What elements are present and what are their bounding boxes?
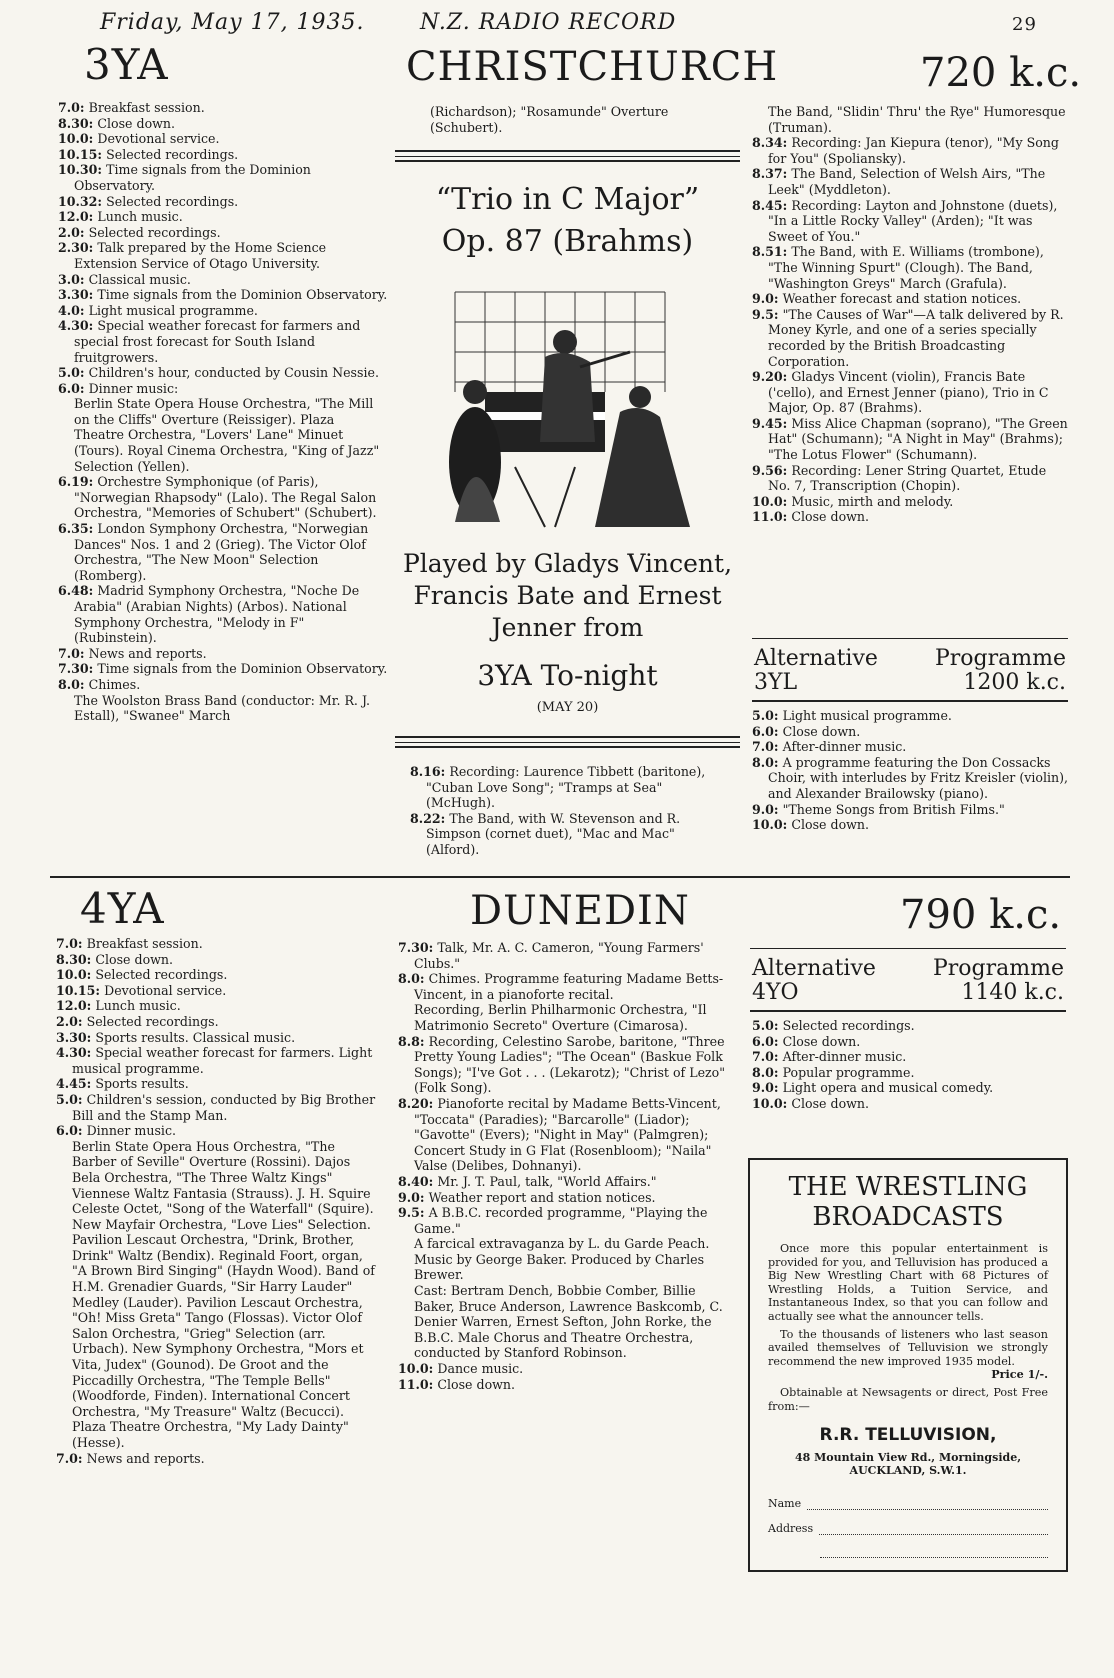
programme-text: Cast: Bertram Dench, Bobbie Comber, Billie Baker, Bruce Anderson, Lawrence Baskcomb, C. Denier Warren, Ernest Sefton, John Rorke, the B.B.C. Male Chorus and Theatre Orchestra, conducted by Stanford Robinson. [414, 1283, 723, 1361]
programme-item [752, 166, 1072, 197]
alt-station-4yo: 4YO [752, 980, 799, 1005]
column-3ya-3 [752, 104, 1072, 525]
programme-text: Orchestre Symphonique (of Paris), "Norwegian Rhapsody" (Lalo). The Regal Salon Orchestra, "Memories of Schubert" (Schubert). [74, 474, 377, 521]
programme-time: 10.0: [58, 131, 94, 147]
programme-time: 4.30: [58, 318, 94, 334]
programme-time: 4.0: [58, 302, 85, 318]
programme-text: Chimes. [88, 676, 141, 692]
alt-label: Alternative [754, 646, 878, 671]
programme-item [752, 104, 1072, 135]
programme-time: 8.37: [752, 166, 788, 182]
ad-name-field[interactable] [807, 1497, 1048, 1510]
ad-name-label: Name [768, 1497, 802, 1511]
programme-item [56, 1123, 376, 1139]
programme-text: Berlin State Opera House Orchestra, "The Mill on the Cliffs" Overture (Reissiger). Plaza Theatre Orchestra, "Lovers' Lane" Minuet (Tours). Royal Cinema Orchestra, "King of Jazz" Selection (Yellen). [74, 396, 380, 474]
programme-text: A programme featuring the Don Cossacks Choir, with interludes by Fritz Kreisler (violin), and Alexander Brailowsky (piano). [768, 754, 1069, 801]
programme-item [58, 116, 388, 132]
programme-item [58, 272, 388, 288]
programme-text: Mr. J. T. Paul, talk, "World Affairs." [437, 1173, 657, 1189]
ad-address-field[interactable] [819, 1522, 1048, 1535]
programme-time: 7.0: [56, 1450, 83, 1466]
programme-time: 9.0: [752, 291, 779, 307]
programme-text: The Woolston Brass Band (conductor: Mr. R. J. Estall), "Swanee" March [74, 692, 371, 724]
ad-name-row [768, 1497, 1048, 1510]
programme-text: Selected recordings. [782, 1018, 915, 1033]
programme-text: Light musical programme. [88, 302, 258, 318]
programme-text: Dinner music: [88, 380, 179, 396]
programme-text: Berlin State Opera Hous Orchestra, "The Barber of Seville" Overture (Rossini). Dajos Bela Orchestra, "The Three Waltz Kings" Viennese Waltz Fantasia (Strauss). J. H. Squire Celeste Octet, "Song of the Waterfall" (Squire). New Mayfair Orchestra, "Love Lies" Selection. Pavilion Lescaut Orchestra, "Drink, Brother, Drink" Waltz (Bendix). Reginald Foort, organ, "A Brown Bird Singing" (Haydn Wood). Band of H.M. Grenadier Guards, "Sir Harry Lauder" Medley (Lauder). Pavilion Lescaut Orchestra, "Oh! Miss Greta" Tango (Flossas). Victor Olof Salon Orchestra, "Grieg" Selection (arr. Urbach). New Symphony Orchestra, "Mors et Vita, Judex" (Gounod). De Groot and the Piccadilly Orchestra, "The Temple Bells" (Woodforde, Finden). International Concert Orchestra, "My Treasure" Waltz (Becucci). Plaza Theatre Orchestra, "My Lady Dainty" (Hesse). [72, 1138, 375, 1450]
programme-time: 2.0: [56, 1013, 83, 1029]
programme-item [398, 1236, 728, 1283]
programme-time: 8.0: [398, 971, 425, 987]
programme-text: Close down. [791, 1095, 870, 1111]
programme-time: 5.0: [752, 1018, 779, 1033]
programme-text: "Theme Songs from British Films." [782, 801, 1005, 817]
programme-text: Light opera and musical comedy. [782, 1080, 994, 1096]
programme-item [58, 646, 388, 662]
ad-paragraph-2: To the thousands of listeners who last season availed themselves of Telluvision we strongly recommend the new improved 1935 model. [768, 1327, 1048, 1368]
freq-4ya: 790 k.c. [900, 892, 1062, 938]
programme-text: Close down. [791, 817, 870, 833]
freq-3ya: 720 k.c. [920, 50, 1082, 96]
programme-item [58, 303, 388, 319]
station-3ya: 3YA [84, 40, 169, 89]
programme-item [398, 940, 728, 971]
programme-text: The Band, Selection of Welsh Airs, "The Leek" (Myddleton). [768, 166, 1046, 197]
programme-item [56, 1030, 376, 1046]
programme-time: 8.0: [752, 1064, 779, 1080]
programme-item [410, 811, 730, 858]
publication-title: N.Z. RADIO RECORD [420, 10, 677, 35]
programme-time: 7.0: [58, 100, 85, 115]
programme-time: 8.0: [58, 676, 85, 692]
programme-text: The Band, "Slidin' Thru' the Rye" Humoresque (Truman). [768, 104, 1066, 135]
programme-item [398, 1377, 728, 1393]
programme-text: Close down. [782, 1033, 861, 1049]
programme-time: 8.30: [58, 115, 94, 131]
programme-time: 3.30: [58, 287, 94, 303]
programme-text: News and reports. [86, 1450, 205, 1466]
column-4ya-2 [398, 940, 728, 1392]
programme-text: Recording, Celestino Sarobe, baritone, "Three Pretty Young Ladies"; "The Ocean" (Baskue Folk Songs); "I've Got . . . (Lekarotz); "Christ of Lezo" (Folk Song). [414, 1033, 726, 1096]
programme-item [56, 998, 376, 1014]
programme-time: 10.0: [752, 1095, 788, 1111]
programme-text: The Band, with E. Williams (trombone), "The Winning Spurt" (Clough). The Band, "Washington Greys" March (Grafula). [768, 244, 1044, 291]
programme-time: 8.8: [398, 1033, 425, 1049]
programme-item [56, 967, 376, 983]
programme-item [752, 291, 1072, 307]
programme-time: 9.20: [752, 369, 788, 385]
programme-time: 8.40: [398, 1173, 434, 1189]
programme-text: After-dinner music. [782, 1049, 907, 1065]
programme-item [752, 1096, 1072, 1112]
programme-text: Breakfast session. [86, 936, 203, 951]
programme-time: 8.30: [56, 951, 92, 967]
programme-text: Selected recordings. [86, 1013, 219, 1029]
programme-time: 3.30: [56, 1029, 92, 1045]
programme-time: 6.0: [56, 1123, 83, 1139]
programme-text: Close down. [791, 509, 870, 525]
programme-time: 7.30: [58, 661, 94, 677]
programme-time: 5.0: [58, 365, 85, 381]
programme-time: 9.56: [752, 462, 788, 478]
programme-item [752, 463, 1072, 494]
programme-text: Children's hour, conducted by Cousin Nessie. [88, 365, 379, 381]
programme-time: 8.16: [410, 764, 446, 779]
programme-text: Time signals from the Dominion Observatory. [74, 162, 311, 193]
trio-illustration [425, 272, 710, 542]
programme-time: 7.0: [752, 739, 779, 755]
text-continuation: (Richardson); "Rosamunde" Overture (Schubert). [430, 104, 669, 135]
programme-item [58, 381, 388, 397]
programme-item [752, 369, 1072, 416]
programme-time: 10.32: [58, 193, 103, 209]
programme-text: Selected recordings. [95, 967, 228, 983]
column-4ya-1 [56, 936, 376, 1466]
programme-text: Recording: Laurence Tibbett (baritone), "Cuban Love Song"; "Tramps at Sea" (McHugh). [426, 764, 706, 811]
programme-time: 5.0: [56, 1091, 83, 1107]
programme-text: Miss Alice Chapman (soprano), "The Green Hat" (Schumann); "A Night in May" (Brahms); "The Lotus Flower" (Schumann). [768, 415, 1068, 463]
programme-time: 10.30: [58, 162, 103, 178]
programme-item [56, 1451, 376, 1467]
programme-item [752, 244, 1072, 291]
programme-text: Selected recordings. [106, 193, 239, 209]
programme-text: Weather report and station notices. [428, 1189, 656, 1205]
ad-address-label: Address [768, 1522, 814, 1536]
alt-header-4yo [752, 958, 1064, 980]
programme-text: A B.B.C. recorded programme, "Playing the Game." [414, 1205, 708, 1236]
programme-item [752, 135, 1072, 166]
ad-title-1: THE WRESTLING [788, 1172, 1028, 1202]
programme-time: 9.0: [752, 801, 779, 817]
programme-item [58, 661, 388, 677]
programme-time: 10.15: [56, 982, 101, 998]
programme-item [752, 817, 1072, 833]
programme-text: Time signals from the Dominion Observatory. [97, 661, 388, 677]
programme-text: Recording: Lener String Quartet, Etude No. 7, Transcription (Chopin). [768, 462, 1047, 494]
programme-item [58, 318, 388, 365]
programme-time: 6.0: [752, 1033, 779, 1049]
programme-item [58, 194, 388, 210]
programme-time: 7.30: [398, 940, 434, 955]
programme-text: Music, mirth and melody. [791, 493, 954, 509]
alt-header-3yl [754, 648, 1066, 670]
programme-item [58, 583, 388, 645]
programme-item [58, 396, 388, 474]
programme-text: Special weather forecast for farmers. Light musical programme. [72, 1045, 373, 1076]
column-4yo [752, 1018, 1072, 1112]
ad-address-row [768, 1522, 1048, 1535]
programme-item [752, 1049, 1072, 1065]
programme-text: "The Causes of War"—A talk delivered by R. Money Kyrle, and one of a series specially recorded by the British Broadcasting Corporation. [768, 306, 1064, 369]
ad-company: R.R. TELLUVISION, [819, 1425, 997, 1446]
programme-text: Recording: Layton and Johnstone (duets), "In a Little Rocky Valley" (Arden); "It was Sweet of You." [768, 197, 1058, 244]
header-date: Friday, May 17, 1935. [100, 10, 365, 35]
column-3ya-2-top [414, 104, 730, 135]
programme-item [398, 1174, 728, 1190]
programme-text: Close down. [95, 951, 174, 967]
programme-item [752, 509, 1072, 525]
programme-item [58, 693, 388, 724]
feature-title-1: “Trio in C Major” [435, 182, 700, 217]
city-christchurch: CHRISTCHURCH [406, 44, 779, 90]
programme-time: 10.0: [752, 493, 788, 509]
programme-time: 6.19: [58, 474, 94, 490]
programme-time: 8.34: [752, 135, 788, 151]
programme-text: Recording, Berlin Philharmonic Orchestra, "Il Matrimonio Secreto" Overture (Cimarosa). [414, 1002, 707, 1033]
programme-item [752, 724, 1072, 740]
ad-city: AUCKLAND, S.W.1. [849, 1464, 967, 1478]
programme-item [58, 677, 388, 693]
column-3yl [752, 708, 1072, 833]
programme-time: 12.0: [58, 209, 94, 225]
alt-sub-4yo [752, 982, 1064, 1004]
programme-text: Close down. [97, 115, 176, 131]
programme-text: Madrid Symphony Orchestra, "Noche De Arabia" (Arabian Nights) (Arbos). National Symphony Orchestra, "Melody in F" (Rubinstein). [74, 583, 360, 646]
programme-text: After-dinner music. [782, 739, 907, 755]
programme-text: Sports results. [95, 1076, 189, 1092]
programme-item [58, 521, 388, 583]
programme-item [752, 1080, 1072, 1096]
programme-time: 2.0: [58, 224, 85, 240]
programme-item [752, 1034, 1072, 1050]
programme-text: Light musical programme. [782, 708, 952, 723]
programme-item [58, 147, 388, 163]
station-4ya: 4YA [80, 884, 165, 933]
alt-programme-label: Programme [932, 956, 1064, 981]
programme-time: 11.0: [398, 1376, 434, 1392]
programme-item [58, 100, 388, 116]
programme-item [398, 1002, 728, 1033]
programme-time: 3.0: [58, 271, 85, 287]
programme-text: Selected recordings. [106, 146, 239, 162]
programme-time: 2.30: [58, 240, 94, 256]
programme-time: 6.0: [752, 723, 779, 739]
city-dunedin: DUNEDIN [470, 888, 690, 934]
programme-text: Weather forecast and station notices. [782, 291, 1022, 307]
alt-freq-4yo: 1140 k.c. [961, 980, 1064, 1005]
programme-item [58, 162, 388, 193]
feature-caption: Played by Gladys Vincent, Francis Bate and Ernest Jenner from [402, 549, 733, 642]
programme-item [56, 952, 376, 968]
programme-item [58, 287, 388, 303]
programme-text: The Band, with W. Stevenson and R. Simpson (cornet duet), "Mac and Mac" (Alford). [426, 810, 681, 857]
programme-text: News and reports. [88, 645, 207, 661]
programme-time: 6.35: [58, 521, 94, 537]
programme-item [398, 1034, 728, 1096]
programme-item [752, 494, 1072, 510]
feature-date: (MAY 20) [536, 700, 599, 715]
programme-text: Dinner music. [86, 1123, 177, 1139]
programme-item [752, 1018, 1072, 1034]
programme-text: A farcical extravaganza by L. du Garde Peach. Music by George Baker. Produced by Charles Brewer. [414, 1236, 710, 1283]
programme-item [398, 1361, 728, 1377]
ad-paragraph-1: Once more this popular entertainment is provided for you, and Telluvision has produced a Big New Wrestling Chart with 68 Pictures of Wrestling Holds, a Tuition Service, and Instantaneous Index, so that you can follow and actually see what the announcer tells. [768, 1242, 1048, 1323]
programme-time: 4.30: [56, 1045, 92, 1061]
ad-title-2: BROADCASTS [812, 1202, 1004, 1232]
section-divider [50, 876, 1070, 878]
wrestling-advertisement [748, 1158, 1068, 1572]
ad-address-field-2[interactable] [820, 1547, 1048, 1558]
programme-time: 7.0: [752, 1049, 779, 1065]
programme-time: 9.0: [398, 1189, 425, 1205]
programme-text: Lunch music. [97, 209, 183, 225]
programme-item [58, 365, 388, 381]
programme-time: 8.20: [398, 1095, 434, 1111]
programme-item [56, 1045, 376, 1076]
programme-text: Sports results. Classical music. [95, 1029, 296, 1045]
alt-sub-3yl [754, 672, 1066, 694]
programme-time: 9.0: [752, 1080, 779, 1096]
programme-time: 12.0: [56, 998, 92, 1014]
programme-time: 10.15: [58, 146, 103, 162]
ad-paragraph-3: Obtainable at Newsagents or direct, Post Free from:— [768, 1385, 1048, 1413]
programme-item [56, 983, 376, 999]
programme-text: Devotional service. [104, 982, 227, 998]
programme-item [56, 1076, 376, 1092]
programme-text: Classical music. [88, 271, 191, 287]
programme-item [398, 1190, 728, 1206]
programme-time: 4.45: [56, 1076, 92, 1092]
programme-time: 10.0: [752, 817, 788, 833]
programme-time: 9.5: [398, 1205, 425, 1221]
ad-address: 48 Mountain View Rd., Morningside, [794, 1451, 1022, 1465]
feature-title-2: Op. 87 (Brahms) [441, 224, 694, 259]
programme-text: London Symphony Orchestra, "Norwegian Dances" Nos. 1 and 2 (Grieg). The Victor Olof Orchestra, "The New Moon" Selection (Romberg). [74, 521, 369, 583]
programme-text: Special weather forecast for farmers and special frost forecast for South Island fruitgrowers. [74, 318, 361, 365]
programme-time: 10.0: [398, 1361, 434, 1377]
page-number: 29 [1012, 14, 1037, 35]
programme-text: Pianoforte recital by Madame Betts-Vincent, "Toccata" (Paradies); "Barcarolle" (Liador); "Gavotte" (Evers); "Night in May" (Palmgren); Concert Study in G Flat (Rosenbloom); "Naila" Valse (Delibes, Dohnanyi). [414, 1095, 721, 1174]
programme-time: 9.5: [752, 306, 779, 322]
programme-item [752, 739, 1072, 755]
programme-text: Popular programme. [782, 1064, 915, 1080]
programme-item [398, 1283, 728, 1361]
programme-time: 6.48: [58, 583, 94, 599]
programme-time: 7.0: [56, 936, 83, 951]
programme-text: Breakfast session. [88, 100, 205, 115]
programme-item [752, 802, 1072, 818]
programme-time: 7.0: [58, 645, 85, 661]
programme-item [752, 307, 1072, 369]
programme-time: 5.0: [752, 708, 779, 723]
alt-label: Alternative [752, 956, 876, 981]
programme-item [752, 755, 1072, 802]
trio-illustration-svg [425, 272, 710, 542]
programme-text: Close down. [782, 723, 861, 739]
programme-time: 10.0: [56, 967, 92, 983]
programme-text: Talk, Mr. A. C. Cameron, "Young Farmers' Clubs." [414, 940, 704, 971]
programme-item [398, 971, 728, 1002]
alt-station-3yl: 3YL [754, 670, 798, 695]
programme-item [398, 1096, 728, 1174]
programme-text: Lunch music. [95, 998, 181, 1014]
programme-time: 8.45: [752, 197, 788, 213]
programme-item [58, 131, 388, 147]
programme-item [410, 764, 730, 811]
programme-text: Chimes. Programme featuring Madame Betts-Vincent, in a pianoforte recital. [414, 971, 724, 1002]
programme-text: Dance music. [437, 1361, 524, 1377]
programme-item [56, 1139, 376, 1451]
programme-item [56, 936, 376, 952]
column-3ya-1 [58, 100, 388, 724]
column-3ya-2-bottom [410, 764, 730, 858]
programme-item [398, 1205, 728, 1236]
programme-text: Close down. [437, 1376, 516, 1392]
programme-text: Devotional service. [97, 131, 220, 147]
programme-item [56, 1014, 376, 1030]
programme-item [752, 198, 1072, 245]
programme-item [56, 1092, 376, 1123]
programme-time: 9.45: [752, 415, 788, 431]
programme-item [752, 416, 1072, 463]
page-header [0, 6, 1114, 40]
programme-item [752, 708, 1072, 724]
alt-programme-label: Programme [934, 646, 1066, 671]
programme-text: Selected recordings. [88, 224, 221, 240]
programme-time: 11.0: [752, 509, 788, 525]
programme-time: 8.22: [410, 810, 446, 826]
programme-text: Time signals from the Dominion Observatory. [97, 287, 388, 303]
programme-text: Gladys Vincent (violin), Francis Bate ('cello), and Ernest Jenner (piano), Trio in C Major, Op. 87 (Brahms). [768, 369, 1049, 416]
programme-time: 6.0: [58, 380, 85, 396]
programme-item [58, 225, 388, 241]
programme-text: Children's session, conducted by Big Brother Bill and the Stamp Man. [72, 1091, 376, 1123]
ad-price: Price 1/-. [991, 1367, 1048, 1382]
programme-text: Recording: Jan Kiepura (tenor), "My Song for You" (Spoliansky). [768, 135, 1059, 166]
programme-item [752, 1065, 1072, 1081]
alt-freq-3yl: 1200 k.c. [963, 670, 1066, 695]
programme-time: 8.0: [752, 754, 779, 770]
programme-item [58, 240, 388, 271]
programme-time: 8.51: [752, 244, 788, 260]
programme-item [58, 209, 388, 225]
feature-station: 3YA To-night [477, 659, 658, 692]
programme-text: Talk prepared by the Home Science Extension Service of Otago University. [74, 240, 327, 271]
programme-item [58, 474, 388, 521]
